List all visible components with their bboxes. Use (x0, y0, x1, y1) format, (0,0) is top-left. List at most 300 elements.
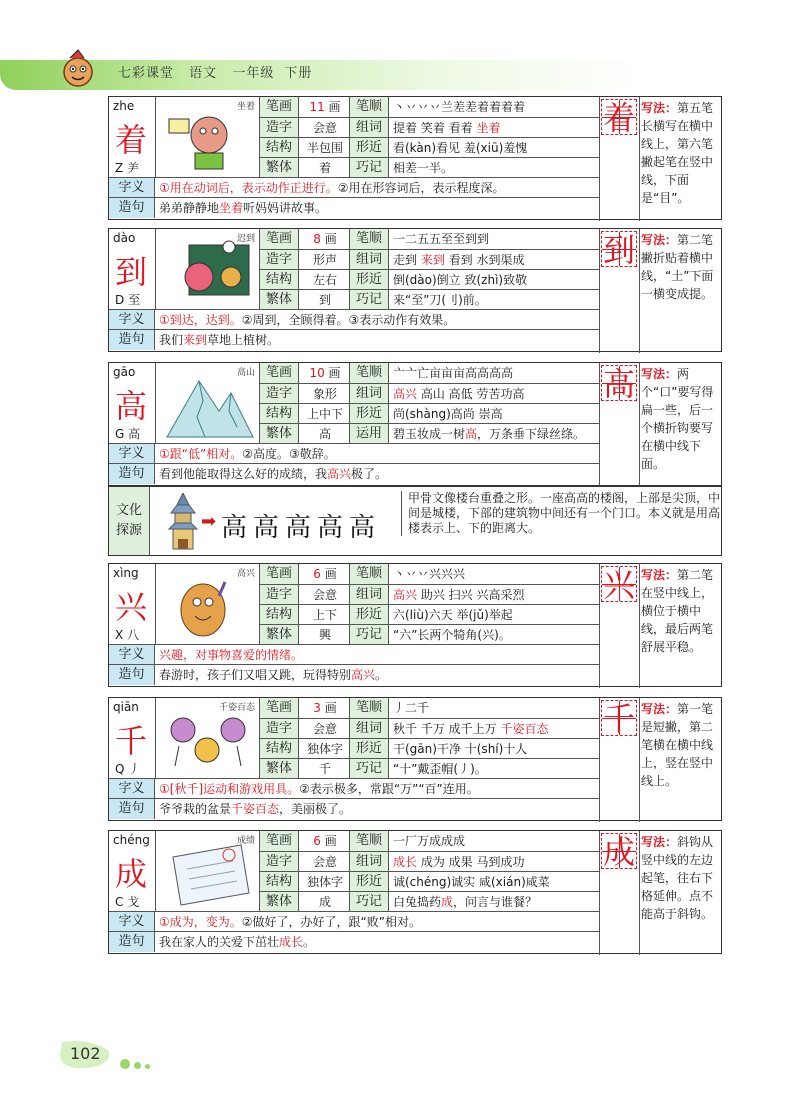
arrow-right-icon: ➡ (201, 511, 217, 532)
pinyin: zhe (113, 99, 135, 113)
label-strokes: 笔画 (259, 363, 299, 383)
value-strokes (303, 363, 347, 383)
words-highlight: 坐着 (476, 121, 501, 135)
similar-chars: 六(liù)六天 举(jǔ)举起 (393, 608, 513, 622)
meaning-plain: ②做好了，办好了，跟“败”相对。 (241, 915, 421, 929)
decor-dots (120, 1054, 154, 1073)
sentence-text (159, 198, 595, 218)
words-highlight: 高兴 (393, 387, 418, 401)
label-formation: 造字 (259, 719, 299, 739)
tip-text: 第五笔长横写在横中线上，第六笔撇起笔在竖中线，下面是“目”。 (641, 101, 714, 205)
similar-chars: 倒(dào)倒立 致(zhì)致敬 (393, 273, 528, 287)
tip-label: 写法： (641, 568, 678, 582)
value-use (393, 424, 597, 444)
label-meaning: 字义 (109, 912, 155, 932)
value-similar (393, 872, 597, 892)
tip-text: 第二笔撇折贴着横中线，“土”下面一横变成提。 (641, 233, 714, 301)
page-header (0, 46, 800, 90)
tip-label: 写法： (641, 233, 678, 247)
index-letter-radical (109, 760, 155, 777)
tian-grid-character: 兴 (602, 566, 635, 604)
mascot-icon (56, 46, 100, 90)
sentence-b: ，美丽极了。 (279, 802, 352, 816)
sentence-text (159, 330, 595, 350)
stroke-unit: 画 (324, 232, 337, 246)
formation: 会意 (312, 722, 337, 736)
label-words: 组词 (349, 118, 389, 138)
illustration-caption: 高兴 (236, 569, 255, 579)
value-order (393, 97, 597, 117)
tian-grid-character: 着 (602, 99, 635, 137)
culture-label-2: 探源 (115, 523, 142, 538)
divider (599, 564, 600, 688)
sentence-b: 极了。 (351, 467, 388, 481)
memo-a: 碧玉妆成一树 (393, 427, 466, 441)
label-formation: 造字 (259, 118, 299, 138)
value-traditional (303, 158, 347, 178)
meaning-plain: ②高度。③敬辞。 (242, 447, 336, 461)
formation: 会意 (312, 588, 337, 602)
sentence-b: 。 (303, 935, 316, 949)
value-words (393, 852, 597, 872)
stroke-count: 3 (313, 701, 321, 715)
illustration (155, 363, 259, 443)
label-structure: 结构 (259, 605, 299, 625)
value-words (393, 384, 597, 404)
value-words (393, 719, 597, 739)
value-strokes (303, 564, 347, 584)
sentence-a: 爷爷栽的盆景 (159, 802, 232, 816)
value-structure (303, 404, 347, 424)
series-name: 七彩课堂 (118, 66, 175, 81)
value-strokes (303, 229, 347, 249)
sentence-b: 听妈妈讲故事。 (243, 201, 328, 215)
structure: 上下 (312, 608, 337, 622)
meaning-text (159, 444, 595, 464)
words-highlight: 千姿百态 (500, 722, 549, 736)
label-order: 笔顺 (349, 564, 389, 584)
value-memo (393, 290, 597, 310)
stroke-unit: 画 (328, 366, 341, 380)
person-illustration-icon (159, 105, 255, 175)
label-sentence: 造句 (109, 932, 155, 952)
divider (155, 831, 156, 911)
value-words (393, 118, 597, 138)
sentence-b: 草地上植树。 (207, 333, 280, 347)
divider (599, 97, 600, 221)
words-tail: 成为 成果 马到成功 (417, 855, 525, 869)
divider (639, 831, 640, 955)
stroke-count: 6 (313, 834, 321, 848)
traditional: 到 (318, 293, 331, 307)
divider (155, 229, 156, 309)
label-words: 组词 (349, 719, 389, 739)
index-letter: C (115, 895, 124, 909)
similar-chars: 干(gān)干净 十(shí)十人 (393, 742, 528, 756)
illustration (155, 564, 259, 644)
label-meaning: 字义 (109, 444, 155, 464)
pinyin: qiān (113, 700, 139, 714)
divider (599, 698, 600, 822)
words-tail: 看到 水到渠成 (444, 253, 525, 267)
value-structure (303, 739, 347, 759)
value-similar (393, 404, 597, 424)
memo: 来“至”刀(刂)前。 (393, 293, 487, 307)
radical: 高 (128, 427, 141, 441)
label-words: 组词 (349, 250, 389, 270)
label-words: 组词 (349, 585, 389, 605)
value-traditional (303, 424, 347, 444)
info-row (259, 738, 599, 758)
info-row (259, 758, 599, 778)
meaning-row (109, 443, 599, 463)
meaning-text (159, 912, 595, 932)
label-formation: 造字 (259, 852, 299, 872)
sentence-row (109, 329, 599, 349)
value-traditional (303, 759, 347, 779)
culture-label (109, 487, 150, 555)
words-plain: 秋千 千万 成千上万 (393, 722, 501, 736)
value-order (393, 564, 597, 584)
index-letter-radical (109, 291, 155, 308)
label-sentence: 造句 (109, 665, 155, 685)
value-strokes (303, 831, 347, 851)
sentence-a: 我在家人的关爱下茁壮 (159, 935, 280, 949)
sentence-a: 看到他能取得这么好的成绩，我 (159, 467, 328, 481)
formation: 会意 (312, 121, 337, 135)
divider (155, 363, 156, 443)
formation: 会意 (312, 855, 337, 869)
similar-chars: 诚(chéng)诚实 咸(xián)咸菜 (393, 875, 550, 889)
meaning-highlight: ①[秋千]运动和游戏用具。 (159, 782, 300, 796)
label-use: 运用 (349, 424, 389, 444)
value-words (393, 585, 597, 605)
info-row (259, 718, 599, 738)
tip-label: 写法： (641, 101, 678, 115)
memo-b: ，问言与谁餐？ (453, 895, 538, 909)
info-row (259, 363, 599, 383)
stroke-order: 丶丷丷丷兰差差着着着着 (393, 100, 526, 114)
label-order: 笔顺 (349, 363, 389, 383)
grade: 一年级 (232, 66, 275, 81)
value-similar (393, 739, 597, 759)
index-letter-radical (109, 159, 155, 176)
index-letter: Z (115, 161, 124, 175)
illustration-caption: 成绩 (236, 836, 255, 846)
meaning-text (159, 779, 595, 799)
label-strokes: 笔画 (259, 229, 299, 249)
illustration-caption: 千姿百态 (218, 703, 255, 713)
memo: “六”长两个犄角(兴)。 (393, 628, 511, 642)
label-meaning: 字义 (109, 310, 155, 330)
meaning-highlight: ①成为，变为。 (159, 915, 242, 929)
label-similar: 形近 (349, 739, 389, 759)
label-formation: 造字 (259, 250, 299, 270)
info-row (259, 97, 599, 117)
label-similar: 形近 (349, 138, 389, 158)
stroke-order: 一二五五至至到到 (393, 232, 490, 246)
pinyin: dào (113, 231, 136, 245)
pinyin: gāo (113, 365, 136, 379)
illustration (155, 698, 259, 778)
info-row (259, 137, 599, 157)
info-row (259, 891, 599, 911)
tian-grid-character: 到 (602, 231, 635, 269)
words-tail: 助兴 扫兴 兴高采烈 (417, 588, 525, 602)
label-similar: 形近 (349, 605, 389, 625)
page-number-badge (58, 1040, 118, 1066)
value-memo (393, 158, 597, 178)
char-entry-兴 (108, 563, 722, 687)
illustration-caption: 高山 (236, 368, 255, 378)
label-order: 笔顺 (349, 698, 389, 718)
glyph-evolution: 高高高高高 (221, 513, 382, 543)
value-formation (303, 118, 347, 138)
sentence-highlight: 千姿百态 (231, 802, 280, 816)
sentence-row (109, 463, 599, 483)
label-similar: 形近 (349, 404, 389, 424)
label-strokes: 笔画 (259, 698, 299, 718)
label-sentence: 造句 (109, 330, 155, 350)
label-traditional: 繁体 (259, 424, 299, 444)
stroke-order: 一厂万成成成 (393, 834, 466, 848)
main-character: 高 (114, 387, 147, 425)
similar-chars: 尚(shàng)高尚 崇高 (393, 407, 503, 421)
value-memo (393, 892, 597, 912)
info-row (259, 871, 599, 891)
sentence-row (109, 664, 599, 684)
stroke-unit: 画 (324, 834, 337, 848)
index-letter-radical (109, 626, 155, 643)
char-entry-成 (108, 830, 722, 954)
kids-illustration-icon (159, 706, 255, 776)
term: 下册 (284, 66, 313, 81)
label-order: 笔顺 (349, 831, 389, 851)
writing-tip (641, 99, 721, 207)
meaning-plain: ②表示极多，常跟“万”“百”连用。 (299, 782, 479, 796)
writing-tip (641, 231, 721, 303)
divider (155, 698, 156, 778)
label-meaning: 字义 (109, 779, 155, 799)
tip-label: 写法： (641, 835, 678, 849)
label-meaning: 字义 (109, 645, 155, 665)
stroke-order: 丿二千 (393, 701, 430, 715)
divider (155, 97, 156, 177)
info-row (259, 584, 599, 604)
info-row (259, 423, 599, 443)
info-row (259, 229, 599, 249)
label-order: 笔顺 (349, 97, 389, 117)
value-formation (303, 384, 347, 404)
board-illustration-icon (159, 237, 255, 307)
value-formation (303, 250, 347, 270)
stroke-count: 11 (309, 100, 325, 114)
label-sentence: 造句 (109, 198, 155, 218)
label-memo: 巧记 (349, 759, 389, 779)
sentence-text (159, 464, 595, 484)
formation: 象形 (312, 387, 337, 401)
label-memo: 巧记 (349, 290, 389, 310)
char-entry-到 (108, 228, 722, 352)
main-character: 成 (114, 855, 147, 893)
value-similar (393, 605, 597, 625)
sentence-highlight: 高兴 (327, 467, 352, 481)
info-row (259, 698, 599, 718)
meaning-text (159, 645, 595, 665)
value-structure (303, 138, 347, 158)
value-structure (303, 872, 347, 892)
structure: 半包围 (306, 141, 343, 155)
paper-illustration-icon (159, 839, 255, 909)
meaning-highlight: 兴趣，对事物喜爱的情绪。 (159, 648, 304, 662)
stroke-unit: 画 (324, 567, 337, 581)
tip-text: 两个“口”要写得扁一些，后一个横折钩要写在横中线下面。 (641, 367, 714, 471)
sentence-a: 春游时，孩子们又唱又跳，玩得特别 (159, 668, 352, 682)
value-order (393, 831, 597, 851)
header-title (118, 62, 322, 81)
memo: 相差一半。 (393, 161, 454, 175)
words-plain: 提着 笑着 看着 (393, 121, 477, 135)
sentence-a: 弟弟静静地 (159, 201, 220, 215)
main-character: 兴 (114, 588, 147, 626)
radical: 戈 (127, 895, 140, 909)
similar-chars: 看(kàn)看见 羞(xiū)羞愧 (393, 141, 528, 155)
value-memo (393, 759, 597, 779)
potato-illustration-icon (159, 572, 255, 642)
divider (639, 363, 640, 487)
traditional: 千 (318, 762, 331, 776)
sentence-text (159, 665, 595, 685)
info-row (259, 117, 599, 137)
structure: 独体字 (306, 742, 343, 756)
words-plain: 走到 (393, 253, 421, 267)
subject: 语文 (189, 66, 218, 81)
value-order (393, 229, 597, 249)
value-similar (393, 138, 597, 158)
value-memo (393, 625, 597, 645)
traditional: 成 (318, 895, 331, 909)
label-similar: 形近 (349, 872, 389, 892)
main-character: 到 (114, 253, 147, 291)
label-structure: 结构 (259, 404, 299, 424)
label-similar: 形近 (349, 270, 389, 290)
label-words: 组词 (349, 384, 389, 404)
info-row (259, 403, 599, 423)
formation: 形声 (312, 253, 337, 267)
index-letter: G (115, 427, 125, 441)
stroke-order: 亠亠亡亩亩亩高高高高 (393, 366, 514, 380)
label-traditional: 繁体 (259, 759, 299, 779)
divider (599, 229, 600, 353)
stroke-count: 8 (313, 232, 321, 246)
writing-tip (641, 833, 721, 923)
page-number: 102 (70, 1044, 101, 1063)
pinyin: chéng (113, 833, 150, 847)
label-memo: 巧记 (349, 892, 389, 912)
pinyin: xìng (113, 566, 139, 580)
value-traditional (303, 290, 347, 310)
stroke-count: 6 (313, 567, 321, 581)
info-row (259, 289, 599, 309)
meaning-text (159, 310, 595, 330)
index-letter: Q (115, 762, 125, 776)
info-row (259, 157, 599, 177)
label-structure: 结构 (259, 872, 299, 892)
label-traditional: 繁体 (259, 158, 299, 178)
sentence-b: 。 (375, 668, 388, 682)
meaning-row (109, 644, 599, 664)
index-letter: X (115, 628, 124, 642)
meaning-text (159, 178, 595, 198)
radical: 八 (127, 628, 140, 642)
value-strokes (303, 97, 347, 117)
illustration (155, 831, 259, 911)
label-structure: 结构 (259, 138, 299, 158)
radical: ⺶ (127, 161, 140, 175)
info-row (259, 383, 599, 403)
meaning-highlight: ①到达，达到。 (159, 313, 242, 327)
meaning-highlight: ①跟“低”相对。 (159, 447, 243, 461)
label-structure: 结构 (259, 739, 299, 759)
divider (155, 564, 156, 644)
index-letter: D (115, 293, 125, 307)
divider (639, 564, 640, 688)
divider (639, 97, 640, 221)
label-memo: 巧记 (349, 625, 389, 645)
words-highlight: 成长 (393, 855, 418, 869)
info-row (259, 269, 599, 289)
tip-label: 写法： (641, 367, 678, 381)
info-row (259, 851, 599, 871)
traditional: 興 (318, 628, 331, 642)
memo: “十”戴歪帽(丿)。 (393, 762, 487, 776)
stroke-count: 10 (309, 366, 325, 380)
sentence-highlight: 成长 (279, 935, 304, 949)
words-tail: 高山 高低 劳苦功高 (417, 387, 525, 401)
writing-tip (641, 566, 721, 656)
info-row (259, 604, 599, 624)
meaning-row (109, 177, 599, 197)
value-order (393, 698, 597, 718)
tower-icon (165, 493, 201, 551)
sentence-row (109, 931, 599, 951)
label-strokes: 笔画 (259, 564, 299, 584)
label-structure: 结构 (259, 270, 299, 290)
info-row (259, 564, 599, 584)
illustration (155, 97, 259, 177)
sentence-text (159, 932, 595, 952)
value-formation (303, 719, 347, 739)
label-formation: 造字 (259, 384, 299, 404)
value-order (393, 363, 597, 383)
sentence-highlight: 高兴 (351, 668, 376, 682)
meaning-highlight: ①用在动词后，表示动作正进行。 (159, 181, 338, 195)
tian-grid-character: 千 (602, 700, 635, 738)
info-row (259, 624, 599, 644)
traditional: 着 (318, 161, 331, 175)
culture-label-1: 文化 (115, 503, 142, 518)
words-highlight: 来到 (420, 253, 445, 267)
stroke-unit: 画 (328, 100, 341, 114)
value-traditional (303, 625, 347, 645)
label-traditional: 繁体 (259, 290, 299, 310)
sentence-a: 我们 (159, 333, 184, 347)
label-strokes: 笔画 (259, 831, 299, 851)
index-letter-radical (109, 425, 155, 442)
char-entry-千 (108, 697, 722, 821)
label-words: 组词 (349, 852, 389, 872)
tip-text: 第二笔在竖中线上，横位于横中线，最后两笔舒展平稳。 (641, 568, 714, 654)
